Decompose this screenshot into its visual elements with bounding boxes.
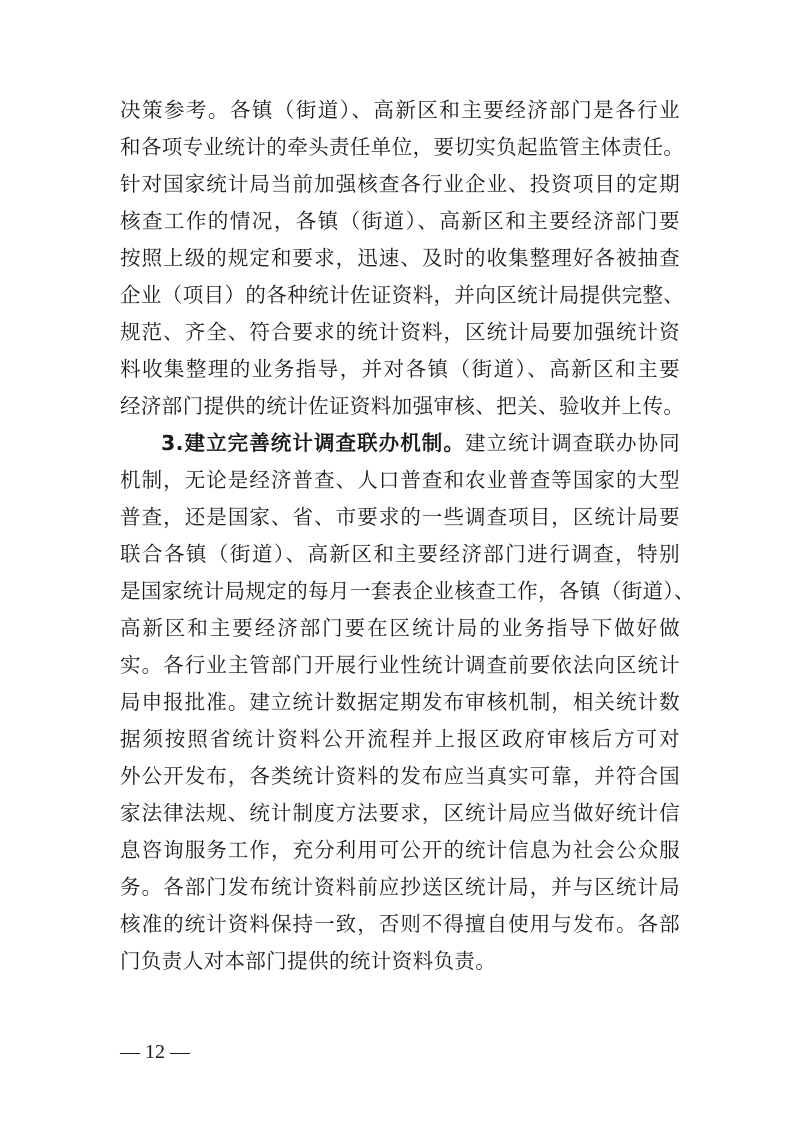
paragraph-1 (120, 92, 685, 425)
text-line: 务。各部门发布统计资料前应抄送区统计局，并与区统计局 (120, 875, 680, 899)
text-line: 按照上级的规定和要求，迅速、及时的收集整理好各被抽查 (120, 246, 680, 270)
text-line: 经济部门提供的统计佐证资料加强审核、把关、验收并上传。 (120, 394, 685, 418)
text-line: 针对国家统计局当前加强核查各行业企业、投资项目的定期 (120, 172, 680, 196)
text-line: 规范、齐全、符合要求的统计资料，区统计局要加强统计资 (120, 320, 680, 344)
text-line: 核查工作的情况，各镇（街道）、高新区和主要经济部门要 (120, 209, 680, 233)
page-number: — 12 — (120, 1041, 190, 1063)
text-line: 家法律法规、统计制度方法要求，区统计局应当做好统计信 (120, 801, 680, 825)
text-line: 和各项专业统计的牵头责任单位，要切实负起监管主体责任。 (120, 135, 685, 159)
text-line: 联合各镇（街道）、高新区和主要经济部门进行调查，特别 (120, 542, 680, 566)
text-line: 据须按照省统计资料公开流程并上报区政府审核后方可对 (120, 727, 680, 751)
document-body (120, 92, 695, 980)
text-line: 局申报批准。建立统计数据定期发布审核机制，相关统计数 (120, 690, 680, 714)
text-line: 机制，无论是经济普查、人口普查和农业普查等国家的大型 (120, 468, 680, 492)
paragraph-2 (120, 425, 695, 980)
text-line: 核准的统计资料保持一致，否则不得擅自使用与发布。各部 (120, 912, 680, 936)
text-line: 企业（项目）的各种统计佐证资料，并向区统计局提供完整、 (120, 283, 685, 307)
section-heading: 3.建立完善统计调查联办机制。 (161, 431, 465, 455)
text-line: 高新区和主要经济部门要在区统计局的业务指导下做好做 (120, 616, 680, 640)
text-line: 是国家统计局规定的每月一套表企业核查工作，各镇（街道）、 (120, 579, 695, 603)
text-line: 决策参考。各镇（街道）、高新区和主要经济部门是各行业 (120, 98, 680, 122)
text-run: 建立统计调查联办协同 (464, 431, 680, 455)
paragraph-2-first-line (120, 425, 680, 462)
text-line: 料收集整理的业务指导，并对各镇（街道）、高新区和主要 (120, 357, 680, 381)
text-line: 普查，还是国家、省、市要求的一些调查项目，区统计局要 (120, 505, 680, 529)
text-line: 实。各行业主管部门开展行业性统计调查前要依法向区统计 (120, 653, 680, 677)
text-line: 门负责人对本部门提供的统计资料负责。 (120, 949, 497, 973)
text-line: 外公开发布，各类统计资料的发布应当真实可靠，并符合国 (120, 764, 680, 788)
text-line: 息咨询服务工作，充分利用可公开的统计信息为社会公众服 (120, 838, 680, 862)
